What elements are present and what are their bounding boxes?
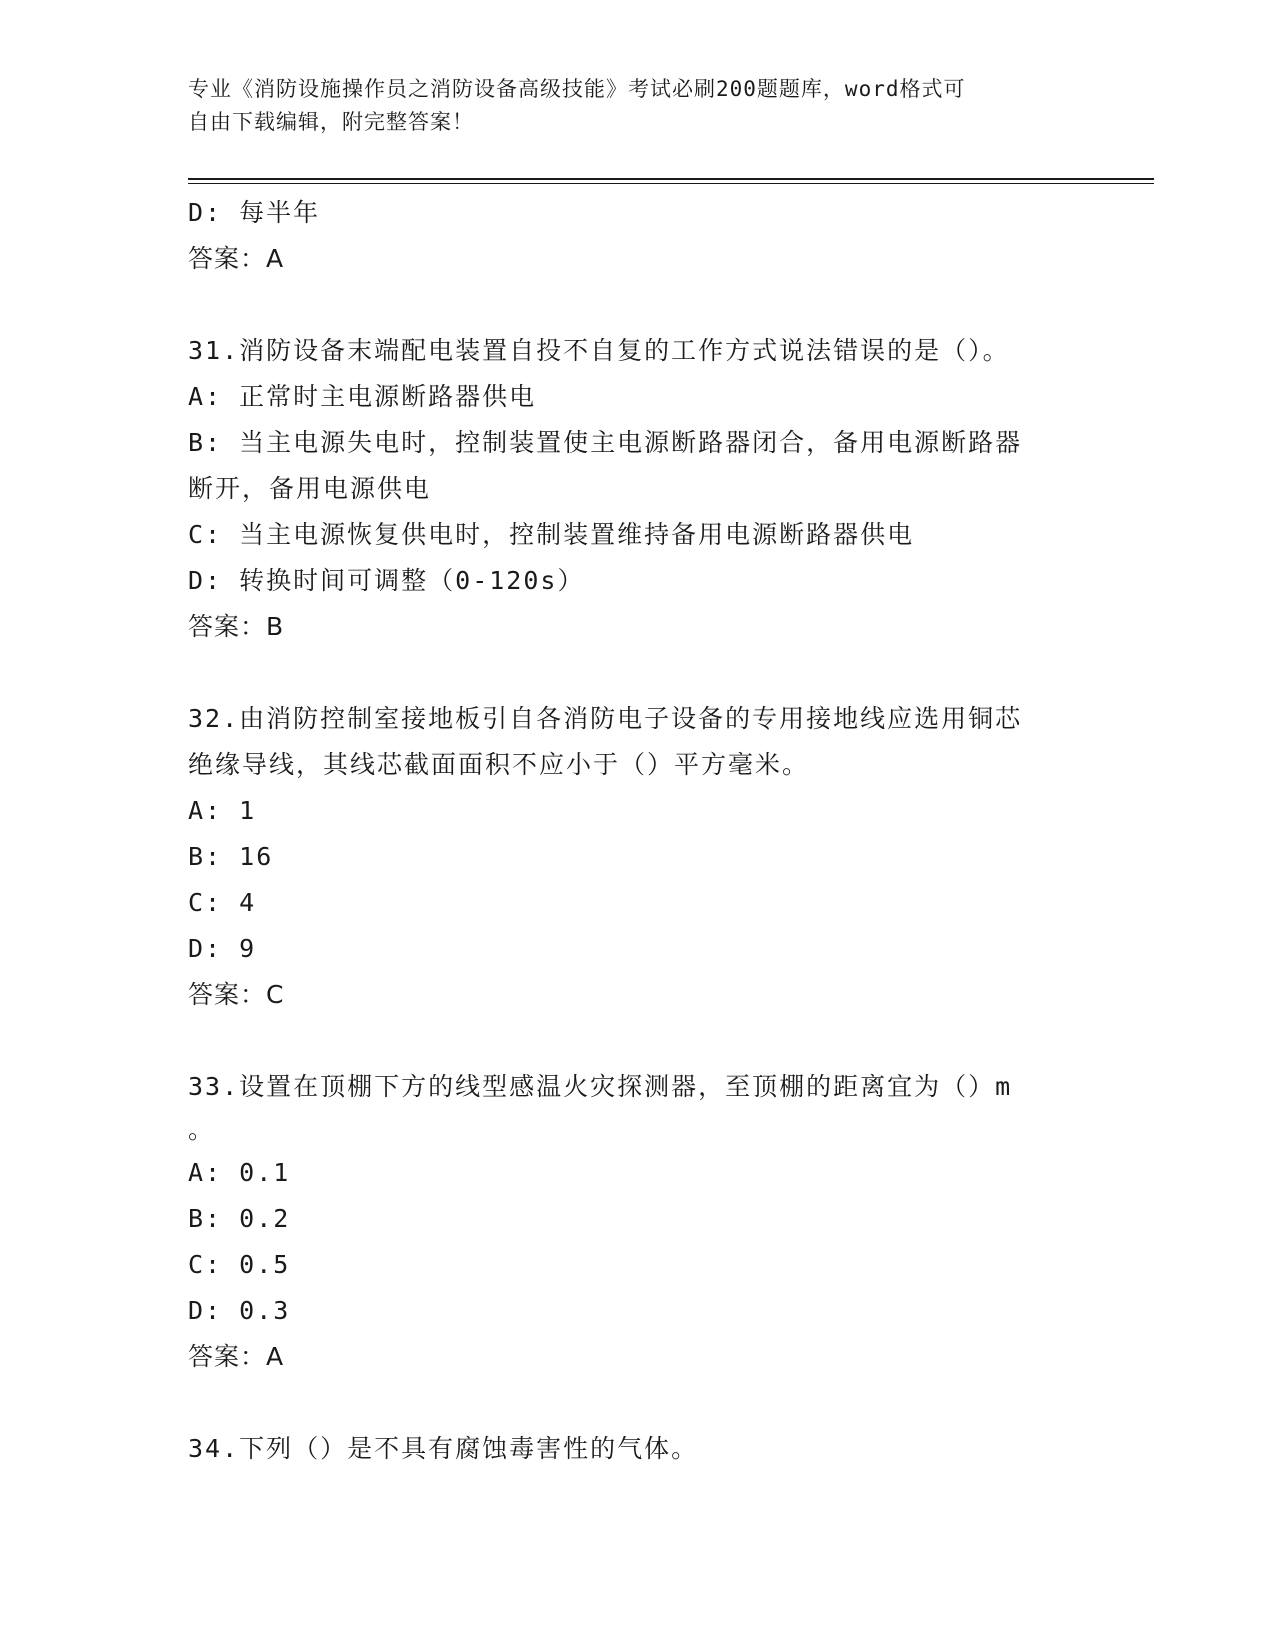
header-title-line-1: 专业《消防设施操作员之消防设备高级技能》考试必刷200题题库，word格式可: [188, 77, 966, 101]
spacer: [188, 282, 1088, 328]
option-d: D: 9: [188, 934, 257, 963]
spacer: [188, 1380, 1088, 1426]
header-divider-thin: [188, 183, 1154, 184]
question-stem-line-1: 33.设置在顶棚下方的线型感温火灾探测器，至顶棚的距离宜为（）m: [188, 1072, 1013, 1101]
option-c: C: 0.5: [188, 1250, 291, 1279]
answer-line: 答案：A: [188, 244, 285, 273]
answer-line: 答案：A: [188, 1342, 285, 1371]
option-d: D: 每半年: [188, 198, 321, 227]
option-b: B: 16: [188, 842, 274, 871]
question-stem: 31.消防设备末端配电装置自投不自复的工作方式说法错误的是（）。: [188, 336, 1010, 365]
question-list: [188, 190, 1088, 1472]
header-divider-thick: [188, 178, 1154, 180]
answer-line: 答案：B: [188, 612, 285, 641]
option-c: C: 4: [188, 888, 257, 917]
question-31: [188, 328, 1088, 650]
option-d: D: 0.3: [188, 1296, 291, 1325]
option-a: A: 0.1: [188, 1158, 291, 1187]
header-title-line-2: 自由下载编辑，附完整答案！: [188, 110, 474, 134]
question-stem-line-1: 32.由消防控制室接地板引自各消防电子设备的专用接地线应选用铜芯: [188, 704, 1023, 733]
option-c: C: 当主电源恢复供电时，控制装置维持备用电源断路器供电: [188, 520, 915, 549]
option-d: D: 转换时间可调整（0-120s）: [188, 566, 585, 595]
question-32: [188, 696, 1088, 1018]
question-stem-line-2: 绝缘导线，其线芯截面面积不应小于（）平方毫米。: [188, 750, 810, 779]
question-30-tail: [188, 190, 1088, 282]
spacer: [188, 1018, 1088, 1064]
answer-line: 答案：C: [188, 980, 285, 1009]
question-33: [188, 1064, 1088, 1380]
document-header: [188, 73, 1068, 139]
question-stem: 34.下列（）是不具有腐蚀毒害性的气体。: [188, 1434, 699, 1463]
question-stem-line-2: 。: [188, 1115, 216, 1144]
option-a: A: 正常时主电源断路器供电: [188, 382, 537, 411]
option-b: B: 0.2: [188, 1204, 291, 1233]
option-b-line-1: B: 当主电源失电时，控制装置使主电源断路器闭合，备用电源断路器: [188, 428, 1023, 457]
question-34: [188, 1426, 1088, 1472]
spacer: [188, 650, 1088, 696]
option-b-line-2: 断开，备用电源供电: [188, 474, 432, 503]
option-a: A: 1: [188, 796, 257, 825]
